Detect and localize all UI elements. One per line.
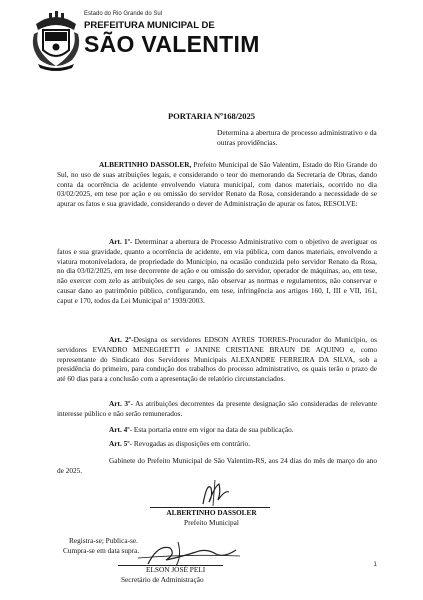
article-2-paragraph xyxy=(57,335,377,384)
article-4-text: - Esta portaria entre em vigor na data de sua publicação. xyxy=(129,425,294,434)
article-5-paragraph xyxy=(57,439,377,449)
mayor-role: Prefeito Municipal xyxy=(184,518,239,527)
article-1-paragraph xyxy=(57,237,377,305)
article-4-label: Art. 4º xyxy=(109,425,130,434)
article-5-label: Art. 5º xyxy=(109,439,130,448)
secretary-name: ELSON JOSÉ PELI xyxy=(146,565,206,574)
coat-of-arms-logo xyxy=(30,10,82,72)
city-heading: SÃO VALENTIM xyxy=(84,31,260,57)
closing-paragraph: Gabinete do Prefeito Municipal de São Valentim-RS, aos 24 dias do mês de março do ano de 2025. xyxy=(57,456,377,475)
article-2-text: -Designa os servidores EDSON AYRES TORRES-Procurador do Município, os servidores EVANDRO MENEGHETTI e JANINE CRISTIANE BRAUN DE AQUINO e, como representante do Sindicato dos Servidores Municipais ALEXANDRE FERREIRA DA SILVA, sob a presidência do primeiro, para condução dos trabalhos do processo administrativo, os quais terão o prazo de até 60 dias para a conclusão com a apresentação de relatório circunstanciados. xyxy=(57,335,377,384)
ementa-text: Determina a abertura de processo administrativo e da outras providências. xyxy=(217,128,377,148)
mayor-name-inline: ALBERTINHO DASSOLER, xyxy=(99,160,192,169)
secretary-role: Secretário de Administração xyxy=(121,575,204,584)
article-5-text: - Revogadas as disposições em contrário. xyxy=(129,439,251,448)
article-3-paragraph xyxy=(57,399,377,419)
preamble-text: Prefeito Municipal de São Valentim, Estado do Rio Grande do Sul, no uso de suas atribuições legais, e considerando o teor do memorando da Secretaria de Obras, dando conta da ocorrência de acidente envolvendo viatura municipal, com danos materiais, ocorrido no dia 03/02/2025, em tese por ação e ou omissão do servidor Renato da Rosa, considerando a necessidade de se apurar os fatos e sua gravidade, considerando o dever de Administração de apurar os fatos, RESOLVE: xyxy=(57,160,377,209)
page-number: 1 xyxy=(373,561,377,568)
registration-line-2: Cumpra-se em data supra. xyxy=(63,546,140,555)
prefeitura-heading: PREFEITURA MUNICIPAL DE xyxy=(84,20,215,31)
preamble-paragraph xyxy=(57,160,377,209)
article-1-text: - Determinar a abertura de Processo Administrativo com o objetivo de averiguar os fatos e sua gravidade, quanto a ocorrência de acidente, em via pública, com danos materiais, envolvendo a viatura motoniveladora, de propriedade do Município, na ocasião conduzida pelo servidor Renato da Rosa, no dia 03/02/2025, em tese decorrente de ação e ou omissão do servidor, operador de máquinas, ao, em tese, não exercer com zelo as atribuições de seu cargo, não observar as normas e regulamentos, não conservar e causar dano ao patrimônio público, configurando, em tese, infringência aos artigos 160, I, III e VII, 161, caput e 170, todos da Lei Municipal nº 1939/2003. xyxy=(57,237,377,305)
article-3-text: - As atribuições decorrentes da presente designação são consideradas de relevante interesse público e não serão remunerados. xyxy=(57,399,377,418)
registration-line-1: Registra-se; Publica-se. xyxy=(69,536,138,545)
state-name: Estado do Rio Grande do Sul xyxy=(84,11,163,17)
document-title: PORTARIA Nº168/2025 xyxy=(167,111,256,121)
article-1-label: Art. 1º xyxy=(109,237,131,246)
article-4-paragraph xyxy=(57,425,377,435)
article-3-label: Art. 3º xyxy=(109,399,131,408)
article-2-label: Art. 2º xyxy=(109,335,132,344)
mayor-name: ALBERTINHO DASSOLER xyxy=(166,508,257,517)
